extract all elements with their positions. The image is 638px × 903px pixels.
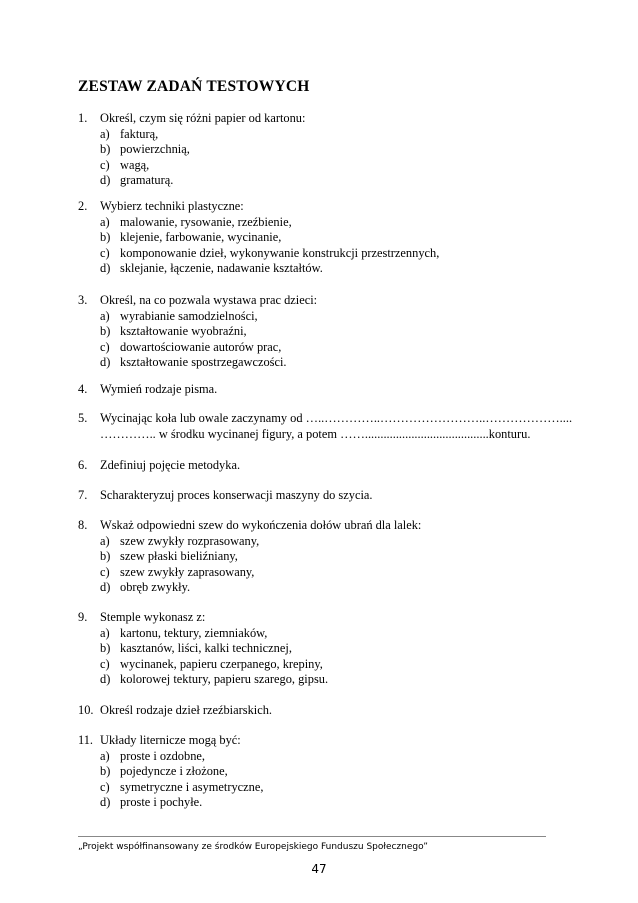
- question-text: Określ rodzaje dzieł rzeźbiarskich.: [100, 703, 273, 717]
- question-number: 2.: [78, 199, 88, 213]
- question-number: 11.: [78, 733, 94, 747]
- question-number: 1.: [78, 111, 88, 125]
- options-list: [100, 309, 287, 371]
- page-title: ZESTAW ZADAŃ TESTOWYCH: [78, 78, 310, 95]
- options-list: [100, 626, 328, 688]
- option-b: b) pojedyncze i złożone,: [100, 764, 228, 779]
- option-a: a) wyrabianie samodzielności,: [100, 308, 258, 323]
- option-c: c) wagą,: [100, 157, 150, 172]
- question-text: Scharakteryzuj proces konserwacji maszyny do szycia.: [100, 488, 373, 502]
- option-b: b) klejenie, farbowanie, wycinanie,: [100, 230, 282, 245]
- question-text: Wymień rodzaje pisma.: [100, 382, 218, 396]
- question-number: 7.: [78, 488, 88, 502]
- options-list: [100, 749, 263, 811]
- option-d: d) kształtowanie spostrzegawczości.: [100, 355, 287, 370]
- question-number: 8.: [78, 518, 88, 532]
- option-d: d) proste i pochyłe.: [100, 795, 203, 810]
- option-a: a) proste i ozdobne,: [100, 748, 205, 763]
- question-text: Stemple wykonasz z:: [100, 610, 206, 624]
- option-b: b) szew płaski bieliźniany,: [100, 549, 238, 564]
- question-number: 9.: [78, 610, 88, 624]
- question-text: Wybierz techniki plastyczne:: [100, 199, 244, 213]
- options-list: [100, 534, 259, 596]
- option-c: c) komponowanie dzieł, wykonywanie konstrukcji przestrzennych,: [100, 245, 440, 260]
- option-d: d) sklejanie, łączenie, nadawanie kształtów.: [100, 261, 323, 276]
- option-b: b) kształtowanie wyobraźni,: [100, 324, 247, 339]
- option-a: a) szew zwykły rozprasowany,: [100, 533, 260, 548]
- question-text: Wycinając koła lub owale zaczynamy od …..…………..……………………..………………....: [100, 411, 573, 425]
- option-a: a) kartonu, tektury, ziemniaków,: [100, 625, 268, 640]
- options-list: [100, 127, 190, 189]
- option-c: c) wycinanek, papieru czerpanego, krepiny,: [100, 656, 323, 671]
- footer-note: „Projekt współfinansowany ze środków Europejskiego Funduszu Społecznego”: [78, 842, 428, 852]
- option-b: b) powierzchnią,: [100, 142, 190, 157]
- page-number: 47: [311, 862, 327, 876]
- question-text: Określ, na co pozwala wystawa prac dzieci:: [100, 293, 318, 307]
- option-b: b) kasztanów, liści, kalki technicznej,: [100, 641, 292, 656]
- question-number: 6.: [78, 458, 88, 472]
- question-text: Układy liternicze mogą być:: [100, 733, 241, 747]
- option-c: c) dowartościowanie autorów prac,: [100, 339, 282, 354]
- option-a: a) fakturą,: [100, 126, 159, 141]
- option-d: d) kolorowej tektury, papieru szarego, gipsu.: [100, 672, 329, 687]
- question-number: 5.: [78, 411, 88, 425]
- option-d: d) obręb zwykły.: [100, 580, 191, 595]
- question-number: 3.: [78, 293, 88, 307]
- question-text-continued: ………….. w środku wycinanej figury, a potem ……........................................konturu.: [100, 426, 531, 441]
- option-d: d) gramaturą.: [100, 173, 174, 188]
- question-text: Wskaż odpowiedni szew do wykończenia dołów ubrań dla lalek:: [100, 518, 422, 532]
- option-a: a) malowanie, rysowanie, rzeźbienie,: [100, 214, 292, 229]
- option-c: c) symetryczne i asymetryczne,: [100, 779, 264, 794]
- question-text: Określ, czym się różni papier od kartonu:: [100, 111, 306, 125]
- option-c: c) szew zwykły zaprasowany,: [100, 564, 255, 579]
- question-number: 4.: [78, 382, 88, 396]
- options-list: [100, 215, 439, 277]
- question-number: 10.: [78, 703, 94, 717]
- footer-divider: [78, 836, 546, 837]
- question-text: Zdefiniuj pojęcie metodyka.: [100, 458, 241, 472]
